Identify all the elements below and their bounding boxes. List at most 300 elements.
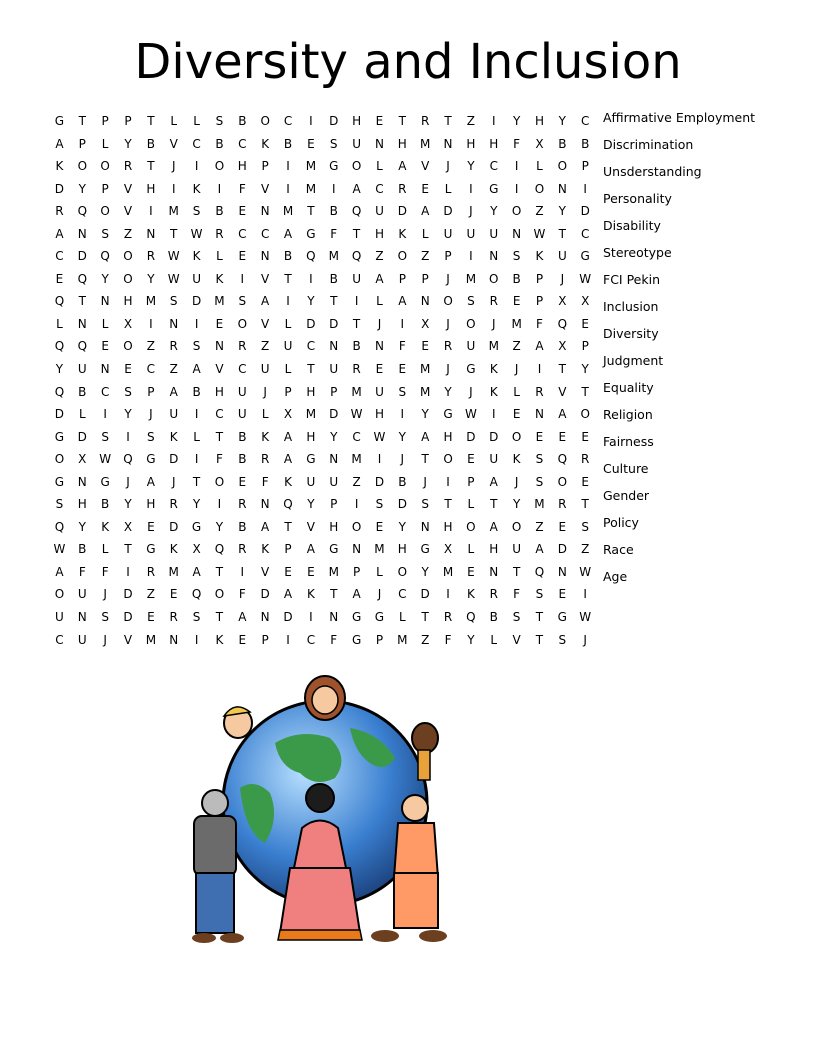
grid-letter: N	[374, 136, 384, 151]
grid-letter: I	[400, 407, 405, 422]
grid-letter: T	[444, 497, 452, 512]
grid-letter: J	[514, 474, 519, 489]
grid-letter: K	[169, 429, 178, 444]
grid-letter: C	[55, 632, 64, 647]
grid-letter: T	[78, 114, 86, 128]
grid-letter: Q	[466, 610, 476, 625]
grid-letter: Y	[581, 362, 589, 377]
grid-letter: J	[103, 587, 107, 602]
grid-letter: E	[215, 316, 224, 331]
grid-letter: B	[558, 136, 567, 151]
grid-letter: U	[169, 407, 179, 422]
grid-letter: M	[305, 407, 317, 422]
grid-letter: B	[215, 136, 224, 151]
grid-letter: D	[397, 204, 407, 219]
grid-letter: H	[443, 519, 453, 534]
grid-letter: B	[283, 136, 293, 151]
grid-letter: S	[398, 384, 407, 399]
grid-letter: N	[443, 136, 453, 151]
grid-letter: X	[192, 542, 201, 557]
grid-letter: U	[192, 271, 201, 286]
grid-letter: D	[169, 452, 179, 467]
grid-letter: A	[352, 181, 361, 196]
grid-letter: P	[101, 114, 109, 128]
grid-letter: T	[147, 159, 155, 174]
grid-letter: U	[55, 610, 64, 625]
grid-letter: U	[260, 362, 270, 377]
grid-letter: S	[329, 136, 338, 151]
grid-letter: I	[240, 271, 245, 286]
grid-letter: U	[489, 452, 499, 467]
grid-letter: I	[469, 249, 473, 264]
grid-letter: U	[237, 384, 247, 399]
grid-letter: J	[171, 474, 176, 489]
grid-letter: S	[535, 474, 544, 489]
grid-letter: H	[443, 429, 453, 444]
grid-letter: N	[77, 474, 87, 489]
grid-letter: I	[286, 181, 290, 196]
grid-letter: I	[491, 114, 496, 128]
grid-letter: C	[306, 632, 316, 647]
grid-letter: M	[328, 249, 339, 264]
grid-letter: H	[77, 497, 87, 512]
grid-letter: S	[101, 429, 109, 444]
grid-letter: K	[489, 384, 498, 399]
grid-letter: M	[488, 339, 499, 354]
grid-letter: D	[397, 497, 407, 512]
grid-letter: Q	[534, 564, 545, 579]
grid-letter: O	[397, 564, 408, 579]
grid-letter: M	[145, 294, 157, 309]
grid-letter: E	[467, 452, 475, 467]
grid-letter: I	[286, 632, 290, 647]
grid-letter: L	[261, 407, 269, 422]
grid-letter: O	[214, 587, 225, 602]
grid-letter: I	[377, 452, 382, 467]
grid-letter: Y	[307, 497, 315, 512]
grid-letter: E	[375, 362, 384, 377]
grid-letter: W	[167, 271, 180, 286]
grid-letter: R	[489, 587, 498, 602]
grid-letter: U	[466, 226, 476, 241]
word-list-item: Inclusion	[603, 299, 659, 314]
grid-letter: N	[534, 407, 544, 422]
grid-letter: Z	[146, 339, 155, 354]
grid-letter: G	[146, 452, 156, 467]
grid-letter: I	[583, 587, 587, 602]
grid-letter: L	[536, 159, 543, 174]
grid-letter: N	[77, 610, 87, 625]
grid-row	[48, 313, 597, 336]
grid-letter: Y	[124, 497, 132, 512]
grid-letter: T	[398, 114, 406, 128]
grid-letter: V	[261, 271, 270, 286]
grid-letter: S	[512, 610, 521, 625]
grid-letter: I	[309, 610, 313, 625]
grid-letter: U	[77, 587, 87, 602]
grid-letter: S	[375, 497, 384, 512]
grid-letter: J	[400, 452, 405, 467]
grid-letter: X	[535, 136, 544, 151]
grid-letter: B	[329, 271, 338, 286]
grid-letter: I	[217, 181, 222, 196]
grid-letter: B	[238, 429, 247, 444]
grid-letter: M	[328, 564, 339, 579]
grid-letter: Q	[214, 542, 225, 557]
grid-letter: C	[238, 362, 247, 377]
grid-letter: O	[511, 204, 522, 219]
grid-letter: M	[282, 204, 294, 219]
grid-letter: P	[284, 384, 292, 399]
grid-letter: P	[330, 384, 338, 399]
grid-letter: D	[54, 181, 65, 196]
grid-letter: T	[215, 429, 224, 444]
grid-letter: E	[169, 587, 178, 602]
grid-letter: K	[215, 271, 224, 286]
grid-letter: L	[193, 114, 200, 128]
grid-letter: P	[535, 271, 544, 286]
grid-letter: V	[306, 519, 315, 534]
grid-letter: O	[466, 519, 476, 534]
grid-letter: C	[146, 362, 156, 377]
grid-letter: Y	[124, 136, 132, 151]
grid-letter: F	[330, 226, 338, 241]
grid-letter: Q	[557, 316, 568, 331]
grid-letter: T	[307, 204, 315, 219]
grid-letter: H	[146, 497, 156, 512]
grid-letter: G	[329, 159, 339, 174]
grid-letter: A	[489, 474, 498, 489]
grid-letter: Y	[490, 204, 498, 219]
grid-letter: Y	[55, 362, 64, 377]
grid-letter: M	[442, 564, 454, 579]
grid-row	[48, 335, 597, 358]
word-list-item: Policy	[603, 515, 639, 530]
grid-letter: S	[55, 497, 64, 512]
grid-letter: N	[329, 452, 339, 467]
grid-letter: I	[400, 316, 405, 331]
grid-letter: V	[512, 632, 521, 647]
grid-letter: W	[167, 249, 180, 264]
grid-letter: Q	[54, 519, 65, 534]
grid-letter: A	[375, 271, 384, 286]
grid-letter: Y	[512, 497, 521, 512]
grid-letter: B	[146, 136, 155, 151]
grid-row	[48, 516, 597, 539]
grid-letter: M	[168, 564, 179, 579]
grid-letter: T	[330, 294, 338, 309]
grid-letter: C	[306, 339, 316, 354]
grid-letter: D	[123, 610, 133, 625]
grid-letter: N	[260, 249, 270, 264]
grid-row	[48, 155, 597, 178]
grid-letter: N	[420, 294, 430, 309]
grid-letter: X	[558, 294, 567, 309]
grid-letter: H	[352, 114, 362, 128]
grid-letter: I	[149, 204, 153, 219]
grid-letter: U	[283, 339, 293, 354]
grid-letter: S	[581, 519, 589, 534]
grid-letter: V	[558, 384, 567, 399]
grid-letter: F	[513, 136, 521, 151]
grid-letter: F	[513, 587, 521, 602]
grid-letter: P	[581, 159, 589, 174]
grid-letter: O	[557, 159, 568, 174]
grid-letter: A	[283, 429, 293, 444]
grid-letter: I	[126, 564, 130, 579]
grid-letter: K	[261, 542, 270, 557]
grid-letter: K	[284, 474, 292, 489]
grid-letter: E	[307, 564, 315, 579]
grid-letter: L	[467, 542, 475, 557]
grid-letter: J	[103, 632, 107, 647]
grid-letter: Z	[352, 474, 361, 489]
grid-letter: H	[374, 226, 384, 241]
grid-letter: G	[146, 542, 156, 557]
grid-letter: A	[238, 610, 247, 625]
grid-letter: I	[286, 294, 290, 309]
grid-letter: E	[581, 429, 589, 444]
grid-letter: D	[260, 587, 270, 602]
grid-letter: C	[55, 249, 64, 264]
grid-letter: I	[446, 474, 450, 489]
grid-letter: F	[536, 316, 543, 331]
word-list-item: Equality	[603, 380, 654, 395]
grid-letter: W	[579, 564, 592, 579]
grid-letter: N	[329, 339, 339, 354]
grid-letter: J	[446, 316, 450, 331]
grid-letter: J	[583, 632, 587, 647]
grid-letter: P	[398, 271, 406, 286]
grid-letter: Y	[558, 204, 566, 219]
grid-letter: D	[329, 114, 339, 128]
grid-letter: L	[216, 249, 223, 264]
grid-letter: T	[444, 114, 452, 128]
grid-letter: A	[283, 226, 293, 241]
grid-letter: L	[376, 564, 383, 579]
grid-letter: E	[101, 339, 109, 354]
grid-letter: E	[558, 519, 567, 534]
grid-letter: C	[238, 226, 247, 241]
grid-letter: J	[423, 474, 427, 489]
grid-letter: P	[352, 564, 361, 579]
grid-letter: K	[215, 632, 224, 647]
grid-letter: B	[238, 114, 247, 128]
grid-letter: X	[78, 452, 87, 467]
grid-letter: I	[194, 159, 199, 174]
grid-row	[48, 133, 597, 156]
grid-letter: J	[171, 159, 176, 174]
grid-letter: L	[284, 362, 292, 377]
grid-letter: H	[329, 519, 339, 534]
grid-letter: H	[123, 294, 133, 309]
grid-letter: S	[215, 114, 224, 128]
grid-letter: J	[514, 362, 519, 377]
grid-letter: P	[535, 294, 544, 309]
grid-letter: A	[558, 407, 567, 422]
grid-letter: K	[101, 519, 110, 534]
grid-letter: G	[329, 542, 339, 557]
grid-letter: T	[352, 226, 361, 241]
word-list-item: Fairness	[603, 434, 654, 449]
grid-letter: L	[376, 159, 383, 174]
grid-letter: M	[214, 294, 225, 309]
grid-letter: D	[77, 429, 87, 444]
grid-letter: R	[489, 294, 498, 309]
grid-letter: A	[398, 159, 407, 174]
grid-letter: X	[421, 316, 430, 331]
word-list-item: Race	[603, 542, 634, 557]
grid-letter: W	[579, 271, 592, 286]
grid-letter: N	[260, 610, 270, 625]
grid-letter: B	[78, 542, 87, 557]
grid-letter: R	[398, 181, 407, 196]
grid-letter: H	[397, 542, 407, 557]
grid-letter: H	[397, 136, 407, 151]
grid-letter: G	[374, 610, 385, 625]
word-search-grid	[48, 110, 597, 651]
grid-letter: B	[512, 271, 521, 286]
grid-letter: Y	[398, 429, 406, 444]
grid-letter: M	[420, 384, 431, 399]
grid-letter: U	[512, 542, 522, 557]
grid-letter: I	[354, 294, 359, 309]
grid-letter: K	[169, 542, 178, 557]
grid-letter: C	[581, 226, 590, 241]
grid-letter: W	[373, 429, 386, 444]
grid-letter: Q	[77, 271, 88, 286]
grid-letter: F	[261, 474, 269, 489]
grid-letter: M	[511, 316, 522, 331]
grid-letter: Z	[169, 362, 178, 377]
grid-letter: D	[466, 429, 476, 444]
grid-letter: G	[466, 362, 476, 377]
grid-letter: M	[168, 204, 179, 219]
grid-row	[48, 110, 597, 133]
grid-letter: V	[123, 204, 133, 219]
grid-letter: L	[78, 407, 86, 422]
grid-letter: W	[350, 407, 363, 422]
grid-letter: U	[489, 226, 499, 241]
grid-letter: J	[469, 384, 473, 399]
grid-letter: K	[398, 226, 407, 241]
grid-letter: F	[238, 181, 246, 196]
grid-letter: N	[100, 294, 110, 309]
grid-letter: U	[557, 249, 567, 264]
grid-letter: W	[190, 226, 203, 241]
grid-letter: M	[420, 362, 431, 377]
grid-letter: I	[194, 632, 199, 647]
grid-letter: T	[215, 564, 224, 579]
grid-letter: I	[194, 407, 199, 422]
grid-letter: Y	[398, 519, 406, 534]
grid-letter: G	[54, 474, 65, 489]
grid-letter: F	[215, 452, 223, 467]
grid-letter: O	[77, 159, 88, 174]
grid-letter: V	[261, 316, 270, 331]
grid-letter: M	[305, 181, 317, 196]
grid-letter: I	[194, 452, 199, 467]
grid-letter: R	[238, 339, 247, 354]
grid-letter: N	[374, 339, 384, 354]
grid-letter: G	[100, 474, 110, 489]
word-list-item: Stereotype	[603, 245, 672, 260]
grid-letter: N	[329, 610, 339, 625]
globe-people-illustration	[180, 668, 470, 958]
grid-letter: X	[123, 316, 133, 331]
grid-letter: M	[305, 159, 317, 174]
grid-letter: E	[375, 114, 384, 128]
grid-letter: L	[513, 384, 520, 399]
grid-letter: H	[146, 181, 156, 196]
grid-letter: P	[101, 181, 109, 196]
grid-letter: A	[55, 136, 64, 151]
grid-letter: D	[374, 474, 385, 489]
grid-letter: P	[581, 339, 589, 354]
grid-letter: T	[558, 226, 566, 241]
grid-letter: A	[261, 294, 270, 309]
grid-letter: Y	[78, 181, 86, 196]
grid-letter: B	[283, 249, 293, 264]
grid-letter: A	[146, 474, 155, 489]
grid-letter: F	[330, 632, 338, 647]
grid-letter: S	[535, 452, 544, 467]
grid-letter: E	[147, 610, 155, 625]
grid-letter: Y	[147, 271, 155, 286]
grid-letter: Z	[261, 339, 270, 354]
grid-letter: E	[147, 519, 155, 534]
grid-letter: S	[101, 226, 109, 241]
grid-letter: I	[354, 497, 359, 512]
grid-letter: I	[126, 429, 130, 444]
grid-letter: O	[443, 294, 453, 309]
grid-letter: L	[170, 114, 178, 128]
grid-letter: G	[443, 407, 453, 422]
grid-letter: L	[101, 136, 109, 151]
grid-letter: A	[489, 519, 498, 534]
grid-letter: N	[352, 542, 362, 557]
grid-letter: E	[55, 271, 64, 286]
grid-letter: V	[261, 564, 270, 579]
grid-letter: K	[535, 249, 544, 264]
grid-letter: A	[192, 362, 201, 377]
grid-letter: A	[352, 587, 361, 602]
grid-letter: T	[307, 362, 315, 377]
word-list-item: Personality	[603, 191, 672, 206]
grid-letter: G	[580, 249, 590, 264]
grid-letter: Q	[77, 204, 88, 219]
grid-letter: F	[238, 587, 246, 602]
grid-letter: T	[535, 610, 544, 625]
grid-letter: P	[261, 159, 269, 174]
grid-letter: A	[55, 226, 64, 241]
grid-letter: S	[512, 249, 521, 264]
grid-letter: I	[446, 587, 450, 602]
grid-letter: K	[489, 362, 498, 377]
grid-letter: U	[329, 474, 339, 489]
grid-letter: A	[398, 294, 407, 309]
grid-letter: Q	[283, 497, 293, 512]
grid-letter: O	[54, 452, 65, 467]
grid-letter: N	[260, 204, 270, 219]
grid-letter: I	[491, 407, 496, 422]
grid-letter: O	[511, 429, 522, 444]
grid-letter: Q	[351, 249, 362, 264]
grid-letter: I	[217, 497, 222, 512]
grid-letter: G	[557, 610, 567, 625]
grid-letter: T	[147, 114, 155, 128]
grid-letter: R	[421, 114, 430, 128]
